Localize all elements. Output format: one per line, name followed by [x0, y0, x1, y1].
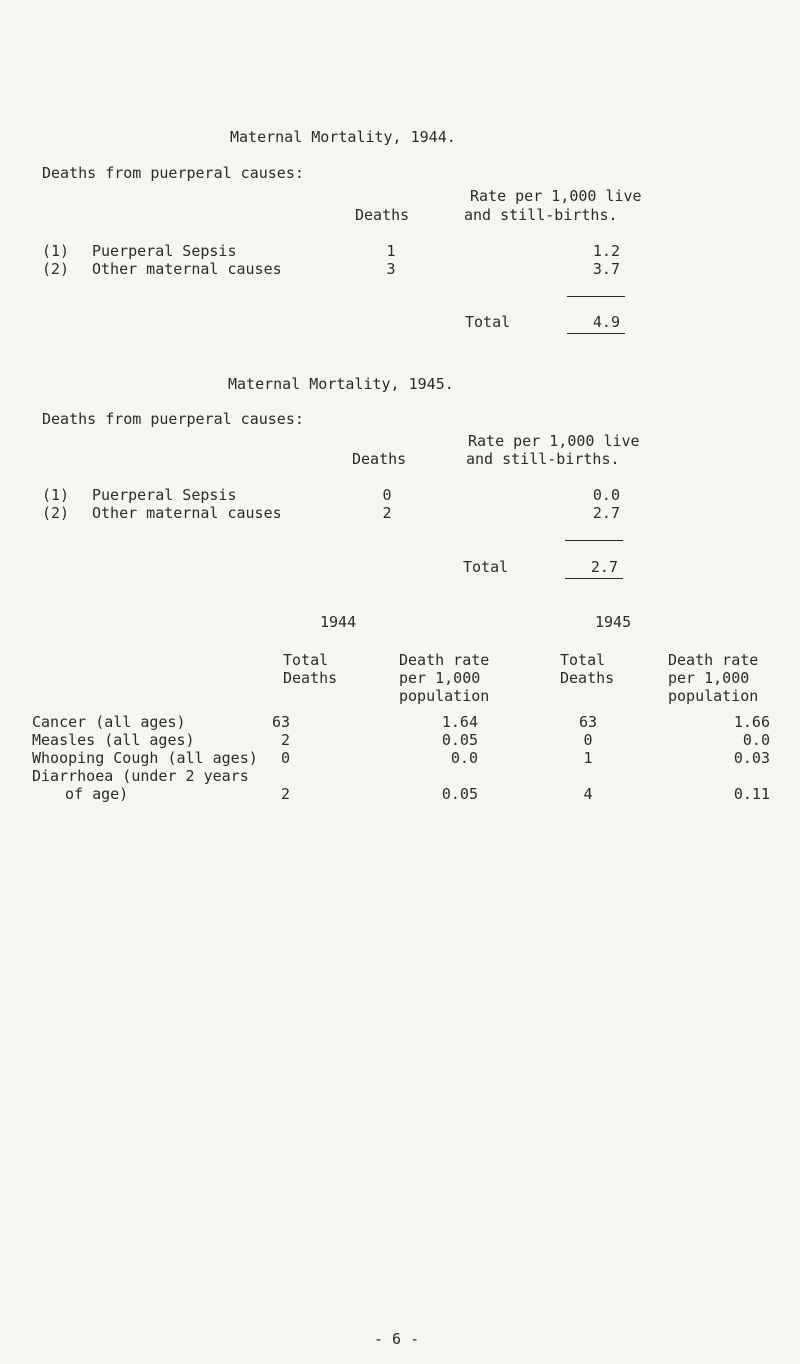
intro-1944: Deaths from puerperal causes:	[42, 164, 304, 182]
rate-header-1945-line2: and still-births.	[466, 450, 620, 468]
rate-header-1945-line1: Death rate	[668, 651, 759, 669]
title-1945: Maternal Mortality, 1945.	[228, 375, 454, 393]
row-rate: 2.7	[592, 504, 620, 522]
rate-header-1945-line2: per 1,000	[668, 669, 750, 687]
row-deaths: 1	[386, 242, 396, 260]
rate-1945: 1.66	[733, 713, 770, 731]
total-header-1945-line1: Total	[560, 651, 606, 669]
row-number: (1)	[42, 242, 70, 260]
year-header-1945: 1945	[595, 613, 632, 631]
rate-1944: 0.05	[441, 731, 478, 749]
rate-1944: 0.05	[441, 785, 478, 803]
row-number: (2)	[42, 260, 70, 278]
deaths-1944: 63	[271, 713, 290, 731]
row-label: Other maternal causes	[92, 260, 282, 278]
rate-1945: 0.03	[733, 749, 770, 767]
total-header-1944-line1: Total	[283, 651, 329, 669]
row-number: (1)	[42, 486, 70, 504]
row-rate: 3.7	[592, 260, 620, 278]
total-rule-top-1944	[567, 296, 625, 297]
row-label: Measles (all ages)	[32, 731, 195, 749]
deaths-1945: 63	[578, 713, 598, 731]
total-label-1944: Total	[465, 313, 511, 331]
total-rule-top-1945	[565, 540, 623, 541]
deaths-1944: 2	[280, 785, 290, 803]
rate-1944: 0.0	[450, 749, 478, 767]
deaths-1944: 2	[280, 731, 290, 749]
rate-1944: 1.64	[441, 713, 478, 731]
rate-header-1944-line1: Rate per 1,000 live	[470, 187, 642, 205]
total-header-1945-line2: Deaths	[560, 669, 615, 687]
total-value-1945: 2.7	[590, 558, 618, 576]
row-label-continued: of age)	[65, 785, 129, 803]
row-label: Whooping Cough (all ages)	[32, 749, 258, 767]
row-label: Diarrhoea (under 2 years	[32, 767, 249, 785]
rate-header-1944-line1: Death rate	[399, 651, 490, 669]
row-label: Puerperal Sepsis	[92, 486, 237, 504]
row-deaths: 0	[382, 486, 392, 504]
row-deaths: 3	[386, 260, 396, 278]
intro-1945: Deaths from puerperal causes:	[42, 410, 304, 428]
row-deaths: 2	[382, 504, 392, 522]
total-value-1944: 4.9	[592, 313, 620, 331]
page-number: - 6 -	[374, 1330, 420, 1348]
deaths-1945: 4	[583, 785, 593, 803]
deaths-header-1944: Deaths	[355, 206, 410, 224]
total-rule-bottom-1944	[567, 333, 625, 334]
title-1944: Maternal Mortality, 1944.	[230, 128, 456, 146]
row-rate: 0.0	[592, 486, 620, 504]
total-header-1944-line2: Deaths	[283, 669, 338, 687]
deaths-1945: 0	[583, 731, 593, 749]
row-rate: 1.2	[592, 242, 620, 260]
rate-header-1944-line2: and still-births.	[464, 206, 618, 224]
total-label-1945: Total	[463, 558, 509, 576]
row-number: (2)	[42, 504, 70, 522]
row-label: Puerperal Sepsis	[92, 242, 237, 260]
deaths-1945: 1	[583, 749, 593, 767]
rate-1945: 0.11	[733, 785, 770, 803]
row-label: Cancer (all ages)	[32, 713, 186, 731]
rate-header-1944-line2: per 1,000	[399, 669, 481, 687]
rate-header-1945-line1: Rate per 1,000 live	[468, 432, 640, 450]
rate-header-1945-line3: population	[668, 687, 759, 705]
total-rule-bottom-1945	[565, 578, 623, 579]
rate-1945: 0.0	[742, 731, 770, 749]
row-label: Other maternal causes	[92, 504, 282, 522]
year-header-1944: 1944	[320, 613, 357, 631]
rate-header-1944-line3: population	[399, 687, 490, 705]
deaths-header-1945: Deaths	[352, 450, 407, 468]
deaths-1944: 0	[280, 749, 290, 767]
